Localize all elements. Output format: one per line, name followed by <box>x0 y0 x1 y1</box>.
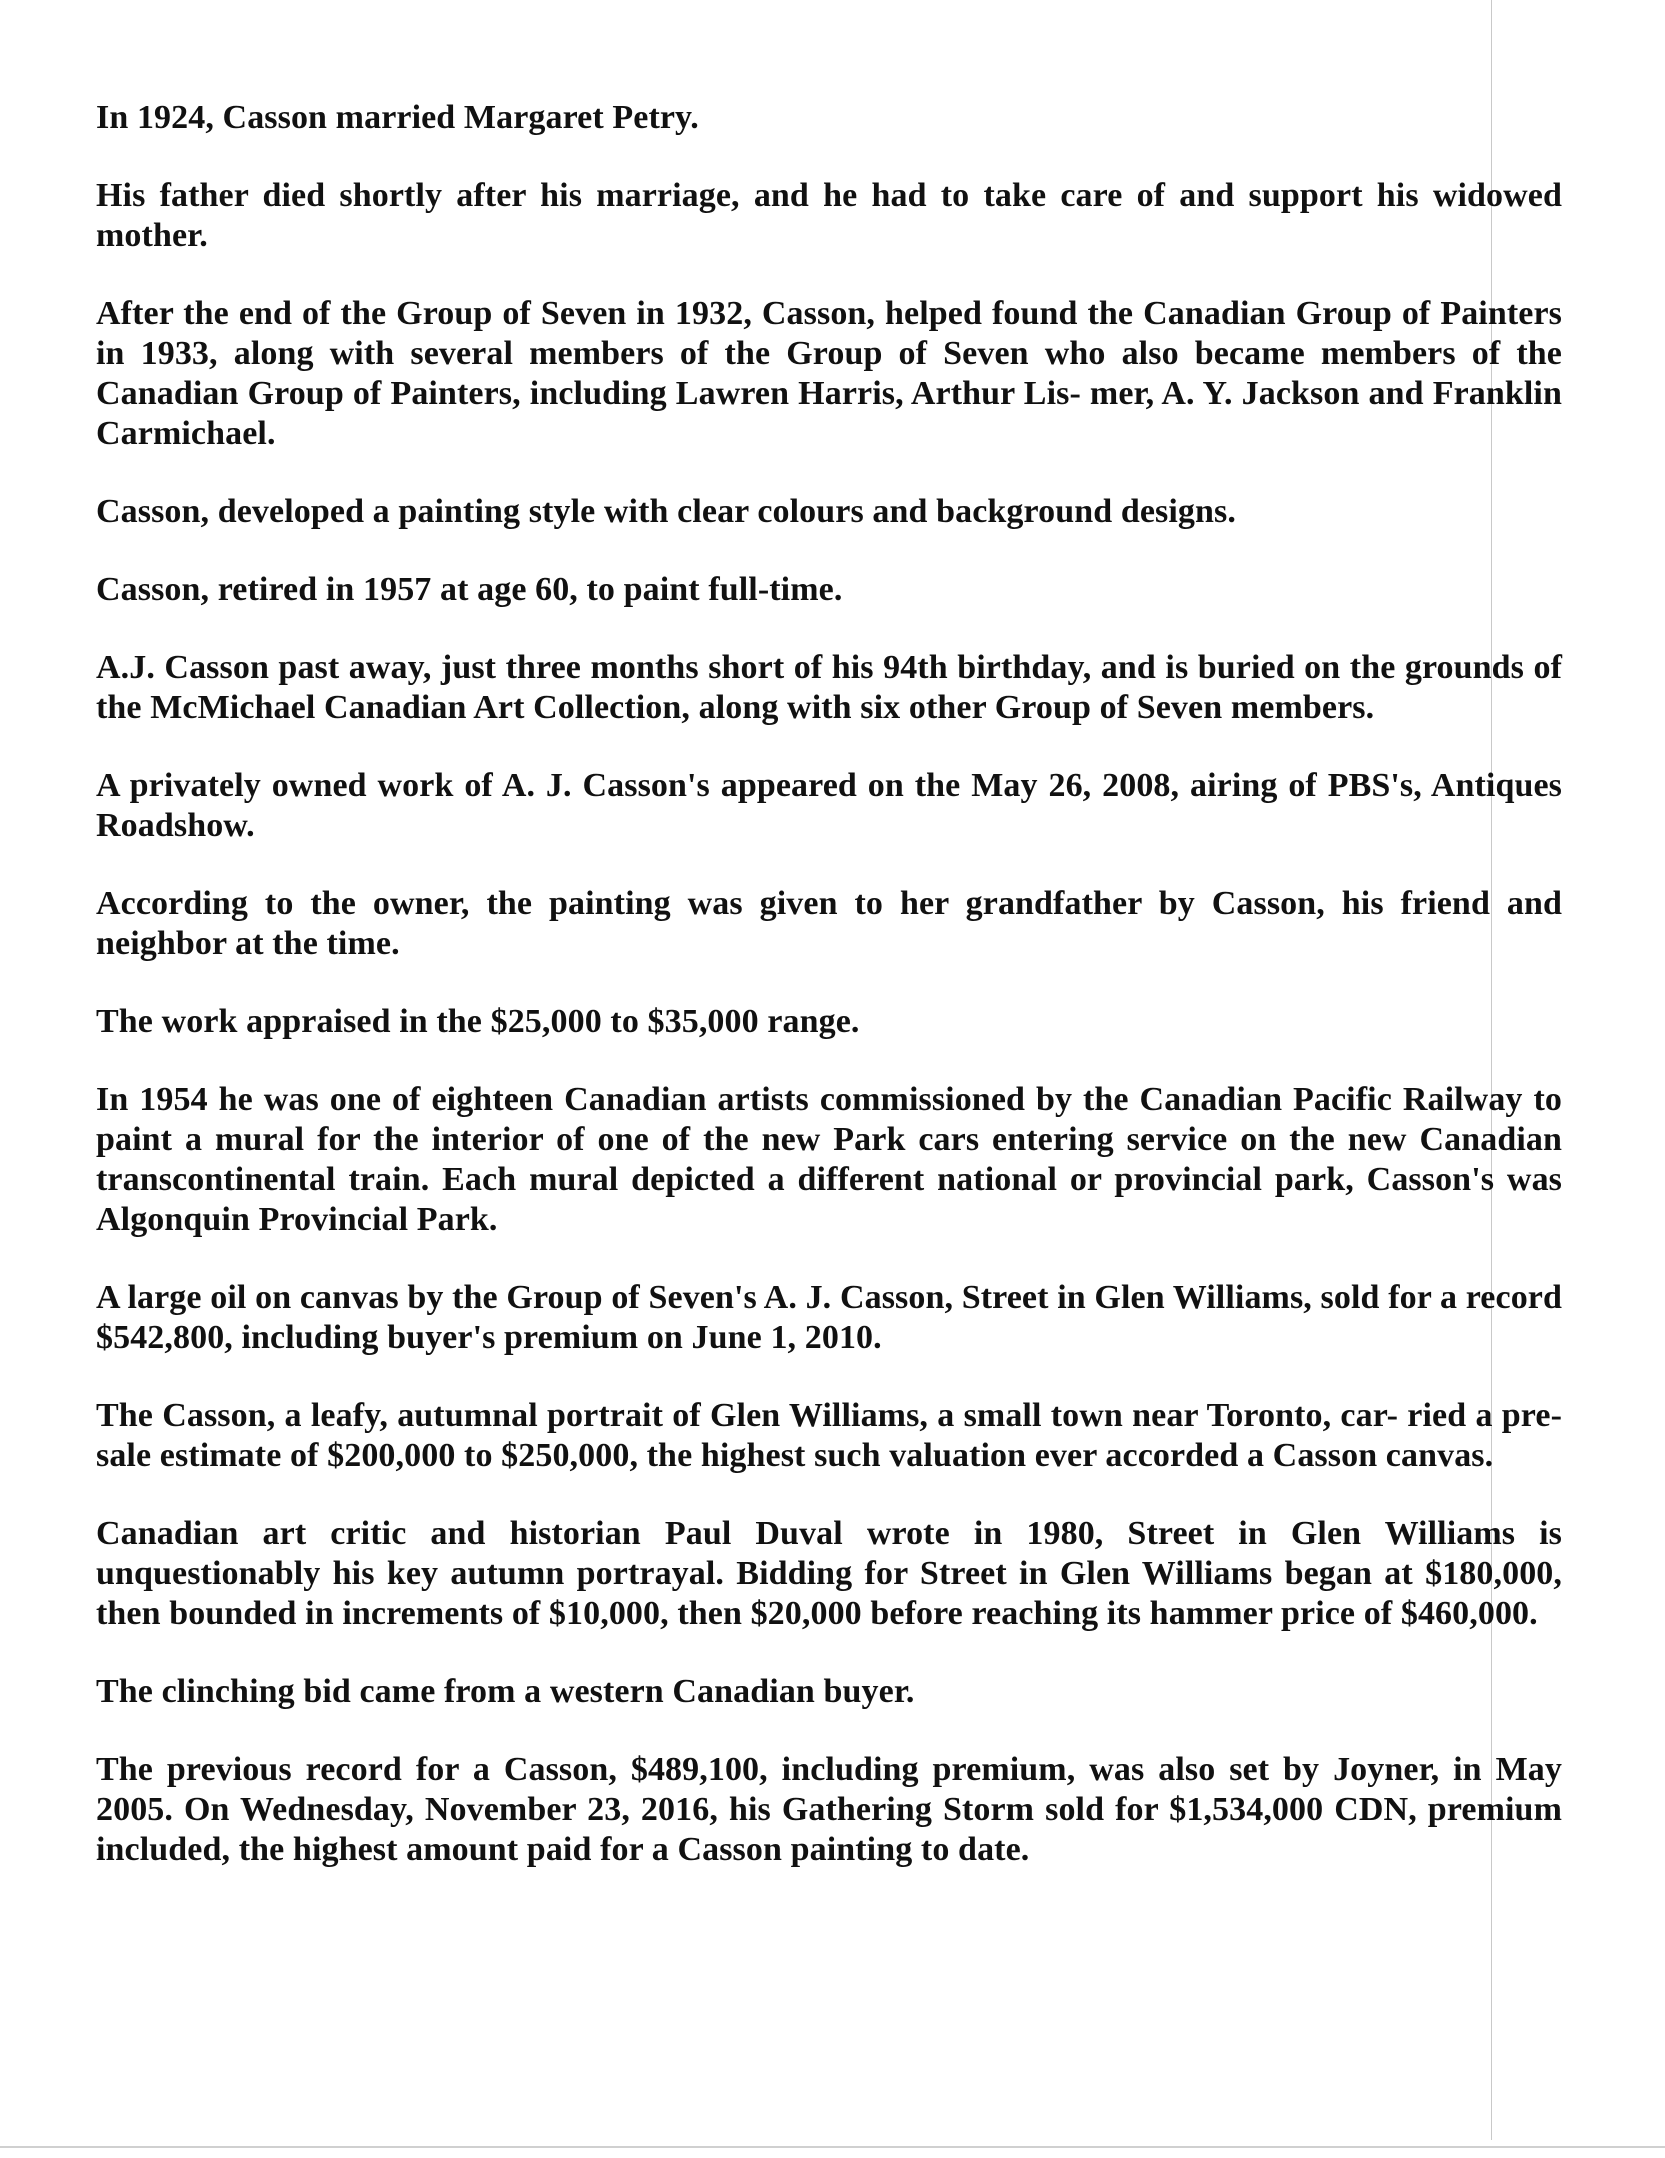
paragraph-duval-bidding: Canadian art critic and historian Paul Duval wrote in 1980, Street in Glen Williams is unquestionably his key autumn portrayal. Bidding for Street in Glen Williams began at $180,000, then bounded in increments of $10,000, then $20,000 before reaching its hammer price of $460,000. <box>96 1515 1562 1632</box>
paragraph-pre-sale-estimate: The Casson, a leafy, autumnal portrait of Glen Williams, a small town near Toronto, car- ried a pre-sale estimate of $200,000 to $250,000, the highest such valuation ever accorded a Casson canvas. <box>96 1397 1562 1474</box>
paragraph-owner-grandfather: According to the owner, the painting was given to her grandfather by Casson, his friend and neighbor at the time. <box>96 885 1562 962</box>
paragraph-father-death: His father died shortly after his marriage, and he had to take care of and support his widowed mother. <box>96 177 1562 254</box>
paragraph-previous-record: The previous record for a Casson, $489,100, including premium, was also set by Joyner, in May 2005. On Wednesday, November 23, 2016, his Gathering Storm sold for $1,534,000 CDN, premium included, the highest amount paid for a Casson painting to date. <box>96 1751 1562 1868</box>
paragraph-record-sale: A large oil on canvas by the Group of Seven's A. J. Casson, Street in Glen Williams, sold for a record $542,800, including buyer's premium on June 1, 2010. <box>96 1279 1562 1356</box>
paragraph-clinching-bid: The clinching bid came from a western Canadian buyer. <box>96 1673 915 1710</box>
paragraph-death-burial: A.J. Casson past away, just three months short of his 94th birthday, and is buried on the grounds of the McMichael Canadian Art Collection, along with six other Group of Seven members. <box>96 649 1562 726</box>
scan-artifact-horizontal-line <box>0 2146 1665 2148</box>
paragraph-antiques-roadshow: A privately owned work of A. J. Casson's appeared on the May 26, 2008, airing of PBS's, Antiques Roadshow. <box>96 767 1562 844</box>
paragraph-painting-style: Casson, developed a painting style with clear colours and background designs. <box>96 493 1236 530</box>
document-body <box>96 98 1562 1908</box>
paragraph-cpr-mural: In 1954 he was one of eighteen Canadian artists commissioned by the Canadian Pacific Railway to paint a mural for the interior of one of the new Park cars entering service on the new Canadian transcontinental train. Each mural depicted a different national or provincial park, Casson's was Algonquin Provincial Park. <box>96 1081 1562 1238</box>
paragraph-canadian-group-of-painters: After the end of the Group of Seven in 1932, Casson, helped found the Canadian Group of Painters in 1933, along with several members of the Group of Seven who also became members of the Canadian Group of Painters, including Lawren Harris, Arthur Lis- mer, A. Y. Jackson and Franklin Carmichael. <box>96 295 1562 452</box>
paragraph-appraisal: The work appraised in the $25,000 to $35,000 range. <box>96 1003 860 1040</box>
paragraph-retirement: Casson, retired in 1957 at age 60, to paint full-time. <box>96 571 843 608</box>
paragraph-marriage: In 1924, Casson married Margaret Petry. <box>96 99 699 136</box>
